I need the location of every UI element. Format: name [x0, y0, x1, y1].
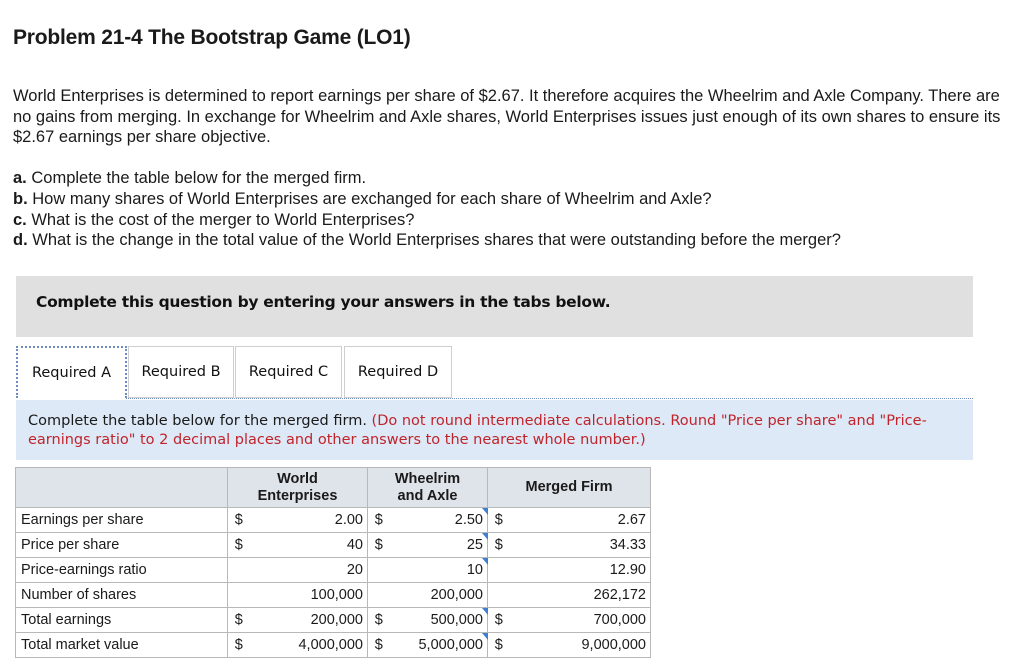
- wheelrim-value: 10: [390, 558, 488, 583]
- rounding-note: (Do not round intermediate calculations. Round "Price per share" and "Price-earnings ratio" to 2 decimal places and other answers to the nearest whole number.): [28, 413, 927, 448]
- wheelrim-value: 500,000: [390, 608, 488, 633]
- currency-symbol: $: [488, 533, 510, 558]
- currency-symbol: [488, 558, 510, 583]
- currency-symbol: [228, 558, 250, 583]
- banner-text: Complete this question by entering your answers in the tabs below.: [36, 293, 611, 311]
- table-header-row: [16, 468, 651, 508]
- currency-symbol: $: [228, 608, 250, 633]
- world-value: 20: [250, 558, 368, 583]
- currency-symbol: $: [228, 533, 250, 558]
- header-line: World: [277, 470, 318, 487]
- header-line: Wheelrim: [394, 470, 461, 487]
- merged-value-input[interactable]: 700,000: [510, 608, 651, 633]
- wheelrim-value: 2.50: [390, 508, 488, 533]
- col-header-wheelrim: [368, 468, 488, 508]
- question-letter: b.: [13, 189, 28, 208]
- merged-value-input[interactable]: 34.33: [510, 533, 651, 558]
- merged-value-input[interactable]: 12.90: [510, 558, 651, 583]
- table-row: [16, 583, 651, 608]
- table-row: [16, 608, 651, 633]
- merged-value-input[interactable]: 262,172: [510, 583, 651, 608]
- table-row: [16, 508, 651, 533]
- row-label: Total market value: [16, 633, 228, 658]
- currency-symbol: [368, 558, 390, 583]
- world-value: 4,000,000: [250, 633, 368, 658]
- tab-required-d[interactable]: Required D: [344, 346, 452, 398]
- currency-symbol: [488, 583, 510, 608]
- instructions-banner: [16, 276, 973, 337]
- currency-symbol: [368, 583, 390, 608]
- question-a: [13, 168, 1003, 189]
- table-instruction: [16, 400, 973, 460]
- problem-title: Problem 21-4 The Bootstrap Game (LO1): [13, 26, 411, 49]
- col-header-merged: Merged Firm: [488, 468, 651, 508]
- question-d: [13, 230, 1003, 251]
- tab-divider: [126, 398, 973, 399]
- currency-symbol: $: [488, 633, 510, 658]
- row-label: Number of shares: [16, 583, 228, 608]
- question-letter: a.: [13, 169, 27, 187]
- currency-symbol: $: [488, 608, 510, 633]
- tab-required-b[interactable]: Required B: [128, 346, 234, 398]
- row-label: Total earnings: [16, 608, 228, 633]
- question-letter: d.: [13, 231, 28, 250]
- question-c: [13, 210, 1003, 231]
- currency-symbol: [228, 583, 250, 608]
- currency-symbol: $: [228, 508, 250, 533]
- row-label: Price-earnings ratio: [16, 558, 228, 583]
- header-line: Enterprises: [257, 487, 338, 504]
- currency-symbol: $: [228, 633, 250, 658]
- question-letter: c.: [13, 210, 27, 229]
- question-text: How many shares of World Enterprises are exchanged for each share of Wheelrim and Axle?: [32, 189, 712, 208]
- wheelrim-value: 25: [390, 533, 488, 558]
- col-header-world: [228, 468, 368, 508]
- currency-symbol: $: [368, 633, 390, 658]
- world-value: 2.00: [250, 508, 368, 533]
- row-label-header: [16, 468, 228, 508]
- tab-required-c[interactable]: Required C: [235, 346, 342, 398]
- world-value: 200,000: [250, 608, 368, 633]
- currency-symbol: $: [368, 608, 390, 633]
- question-b: [13, 189, 1003, 210]
- row-label: Earnings per share: [16, 508, 228, 533]
- question-text: Complete the table below for the merged firm.: [31, 169, 367, 187]
- question-text: What is the cost of the merger to World Enterprises?: [31, 210, 415, 229]
- instruction-text: Complete the table below for the merged firm.: [28, 413, 367, 429]
- question-text: What is the change in the total value of the World Enterprises shares that were outstanding before the merger?: [32, 231, 841, 250]
- table-row: [16, 558, 651, 583]
- currency-symbol: $: [488, 508, 510, 533]
- currency-symbol: $: [368, 508, 390, 533]
- row-label: Price per share: [16, 533, 228, 558]
- currency-symbol: $: [368, 533, 390, 558]
- tab-required-a[interactable]: Required A: [16, 346, 127, 398]
- world-value: 100,000: [250, 583, 368, 608]
- table-row: [16, 533, 651, 558]
- merger-table: [15, 467, 651, 658]
- merged-value-input[interactable]: 2.67: [510, 508, 651, 533]
- wheelrim-value: 200,000: [390, 583, 488, 608]
- table-row: [16, 633, 651, 658]
- wheelrim-value: 5,000,000: [390, 633, 488, 658]
- merged-value-input[interactable]: 9,000,000: [510, 633, 651, 658]
- problem-intro: World Enterprises is determined to report earnings per share of $2.67. It therefore acquires the Wheelrim and Axle Company. There are no gains from merging. In exchange for Wheelrim and Axle shares, World Enterprises issues just enough of its own shares to ensure its $2.67 earnings per share objective.: [13, 87, 1001, 146]
- world-value: 40: [250, 533, 368, 558]
- question-list: [13, 168, 1003, 251]
- header-line: and Axle: [397, 487, 458, 504]
